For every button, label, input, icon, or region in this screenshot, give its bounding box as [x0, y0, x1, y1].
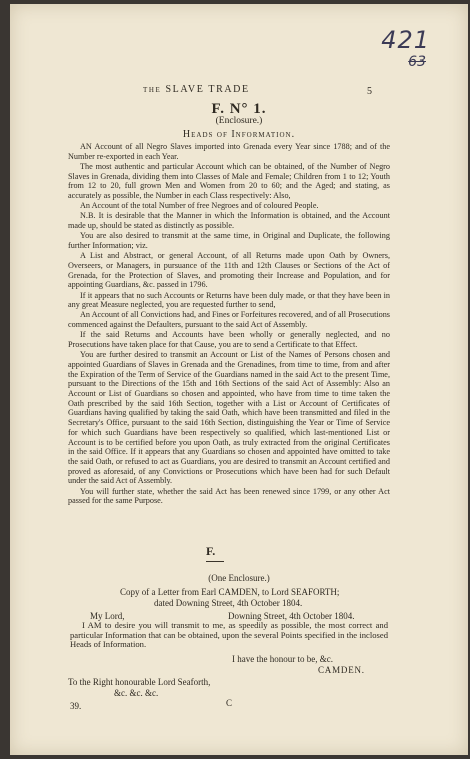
- letter-body: I AM to desire you will transmit to me, as speedily as possible, the most correct and particular Information that can be obtained, upon the several Points specified in the inclosed Heads of Information.: [70, 620, 388, 650]
- paragraph: If it appears that no such Accounts or Returns have been duly made, or that they have been in any great Measure neglected, you are requested further to send,: [68, 290, 390, 310]
- paragraph: An Account of the total Number of free Negroes and of coloured People.: [80, 201, 319, 211]
- section-letter-f: F.: [206, 544, 216, 558]
- addressee-line-1: To the Right honourable Lord Seaforth,: [68, 677, 211, 687]
- paragraph: An Account of all Convictions had, and Fines or Forfeitures recovered, and of all Prosecutions commenced against the Defaulters, pursuant to the said Act of Assembly.: [68, 310, 390, 330]
- page-number: 5: [367, 86, 372, 97]
- running-head: the SLAVE TRADE: [143, 84, 250, 95]
- struck-folio-annotation: 63: [408, 54, 426, 70]
- paragraph: You are further desired to transmit an Account or List of the Names of Persons chosen and appointed Guardians of Slaves in Grenada and the Grenadines, from time to time, from and after the Expiration of the Term of Service of the Guardians named in the said Act to the present Time, pursuant to the Directions of the 15th and 16th Sections of the said Act of Assembly: Also an Account or List of Guardians so chosen and appointed, who have from time to time taken the Oath prescribed by the said 16th Section, together with a List or Account of Certificates of Guardians having qualified by taking the said Oath, which have been transmitted and filed in the Secretary's Office, pursuant to the said 16th Section, distinguishing the Year or Time of Service for which such Guardians have been respectively so qualified, which last-mentioned List or Account is to be certified before you upon Oath, as truly extracted from the original Certificates in the said Office. If it appears that any Guardians so chosen and appointed have omitted to take the said Oath, or refused to act as Guardians, you are desired to transmit an Account certified and proved as aforesaid, of any Convictions or Prosecutions which have been had for such Default under the said Act of Assembly.: [68, 350, 390, 486]
- letter-heading: F. N° 1.: [211, 101, 267, 117]
- paragraph: AN Account of all Negro Slaves imported into Grenada every Year since 1788; and of the Number re-exported in each Year.: [68, 142, 390, 161]
- signature-mark: C: [226, 698, 233, 708]
- document-page: [10, 4, 468, 755]
- folio-annotation: 421: [381, 26, 430, 54]
- heads-of-information-title: Heads of Information.: [182, 129, 296, 140]
- divider-rule: [206, 561, 224, 562]
- body-text: [68, 142, 390, 507]
- copy-of-letter-heading: [120, 587, 420, 609]
- paragraph: A List and Abstract, or general Account, of all Returns made upon Oath by Owners, Overseers, or Managers, in pursuance of the 11th and 12th Clauses or Sections of the Act of Grenada, for the Protection of Slaves, and promoting their Increase and Population, and for appointing Guardians, &c. passed in 1796.: [68, 251, 390, 290]
- paragraph: The most authentic and particular Account which can be obtained, of the Number of Negro Slaves in Grenada, dividing them into Classes of Male and Female; Children from 1 to 12; Youth from 12 to 20, full grown Men and Women from 20 to 60; and the Aged; and stating, as accurately as possible, the Number in each Class respectively: Also,: [68, 161, 390, 201]
- addressee-line-2: &c. &c. &c.: [114, 688, 159, 698]
- copy-line-1: Copy of a Letter from Earl CAMDEN, to Lord SEAFORTH;: [120, 587, 340, 597]
- paragraph: N.B. It is desirable that the Manner in which the Information is obtained, and the Account made up, should be stated as distinctly as possible.: [68, 211, 390, 231]
- closing: I have the honour to be, &c.: [232, 654, 333, 664]
- enclosure-label: (Enclosure.): [215, 116, 263, 126]
- paragraph: If the said Returns and Accounts have been wholly or generally neglected, and no Prosecutions have taken place for that Cause, you are to send a Certificate to that Effect.: [68, 330, 390, 350]
- dateline: Downing Street, 4th October 1804.: [228, 611, 355, 621]
- salutation: My Lord,: [90, 611, 125, 621]
- one-enclosure-label: (One Enclosure.): [208, 573, 270, 583]
- signature: CAMDEN.: [318, 665, 365, 675]
- sheet-number: 39.: [70, 701, 82, 711]
- copy-line-2: dated Downing Street, 4th October 1804.: [154, 598, 303, 608]
- paragraph: You are also desired to transmit at the same time, in Original and Duplicate, the following further Information; viz.: [68, 231, 390, 251]
- paragraph: You will further state, whether the said Act has been renewed since 1799, or any other Act passed for the same Purpose.: [68, 486, 390, 506]
